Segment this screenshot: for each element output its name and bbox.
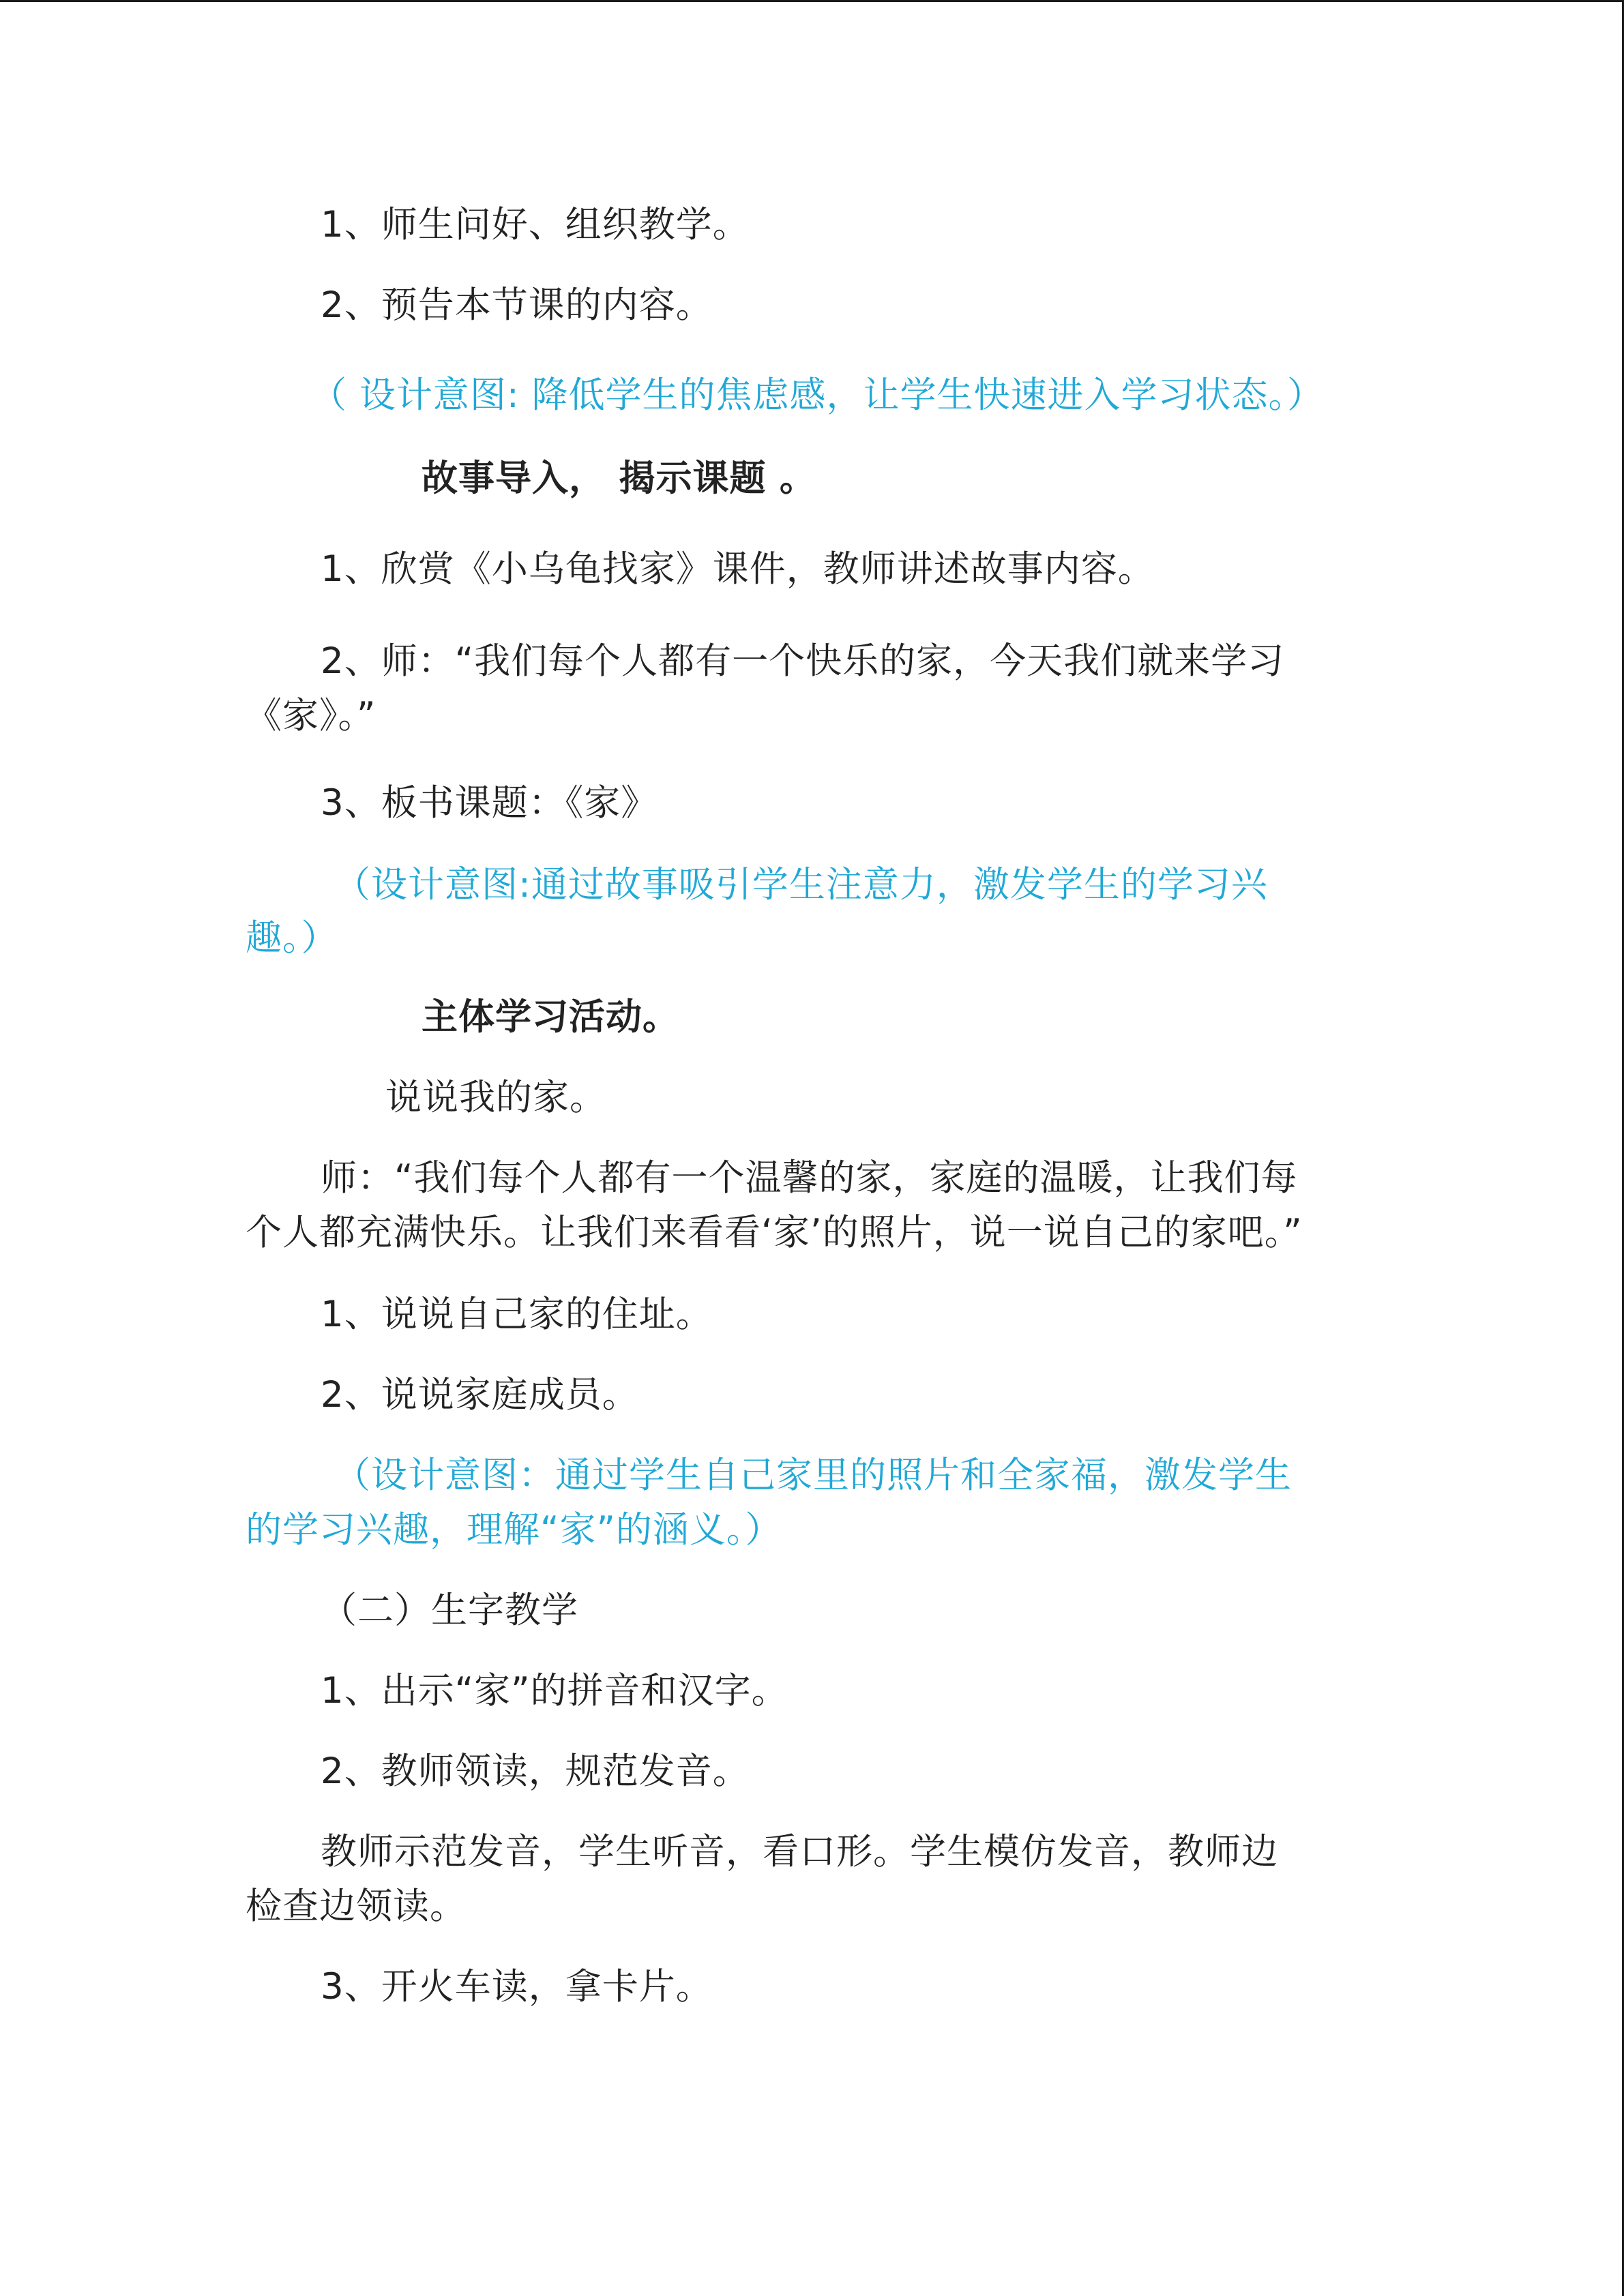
step-teacher-quote-cont: 《家》。” xyxy=(246,695,377,736)
step-address: 1、说说自己家的住址。 xyxy=(321,1294,713,1335)
step-greeting: 1、师生问好、组织教学。 xyxy=(321,204,750,245)
teacher-demo-cont: 检查边领读。 xyxy=(246,1885,467,1927)
design-intent-note-2: （设计意图:通过故事吸引学生注意力，激发学生的学习兴 xyxy=(334,864,1268,906)
step-story: 1、欣赏《小乌龟找家》课件，教师讲述故事内容。 xyxy=(321,548,1155,590)
section-heading-story: 故事导入， 揭示课题 。 xyxy=(422,458,816,499)
teacher-quote-home: 师：“我们每个人都有一个温馨的家，家庭的温暖，让我们每 xyxy=(321,1157,1298,1199)
subheading-my-home: 说说我的家。 xyxy=(385,1077,606,1118)
page-top-border xyxy=(0,0,1624,2)
step-preview: 2、预告本节课的内容。 xyxy=(321,284,713,326)
step-family-members: 2、说说家庭成员。 xyxy=(321,1374,639,1416)
design-intent-note-1: （ 设计意图: 降低学生的焦虑感，让学生快速进入学习状态。） xyxy=(310,374,1325,416)
design-intent-note-3-cont: 的学习兴趣，理解“家”的涵义。） xyxy=(246,1509,782,1551)
design-intent-note-3: （设计意图：通过学生自己家里的照片和全家福，激发学生 xyxy=(334,1455,1292,1496)
section-heading-main: 主体学习活动。 xyxy=(422,996,679,1038)
section-character-teaching: （二）生字教学 xyxy=(321,1590,578,1631)
design-intent-note-2-cont: 趣。） xyxy=(246,917,338,959)
step-teacher-quote: 2、师：“我们每个人都有一个快乐的家，今天我们就来学习 xyxy=(321,640,1285,682)
teacher-quote-home-cont: 个人都充满快乐。让我们来看看‘家’的照片，说一说自己的家吧。” xyxy=(246,1212,1303,1253)
teacher-demo: 教师示范发音，学生听音，看口形。学生模仿发音，教师边 xyxy=(321,1831,1278,1873)
step-lead-reading: 2、教师领读，规范发音。 xyxy=(321,1750,750,1792)
step-show-pinyin: 1、出示“家”的拼音和汉字。 xyxy=(321,1670,788,1712)
step-train-reading: 3、开火车读，拿卡片。 xyxy=(321,1966,713,2008)
step-board-title: 3、板书课题：《家》 xyxy=(321,782,658,824)
